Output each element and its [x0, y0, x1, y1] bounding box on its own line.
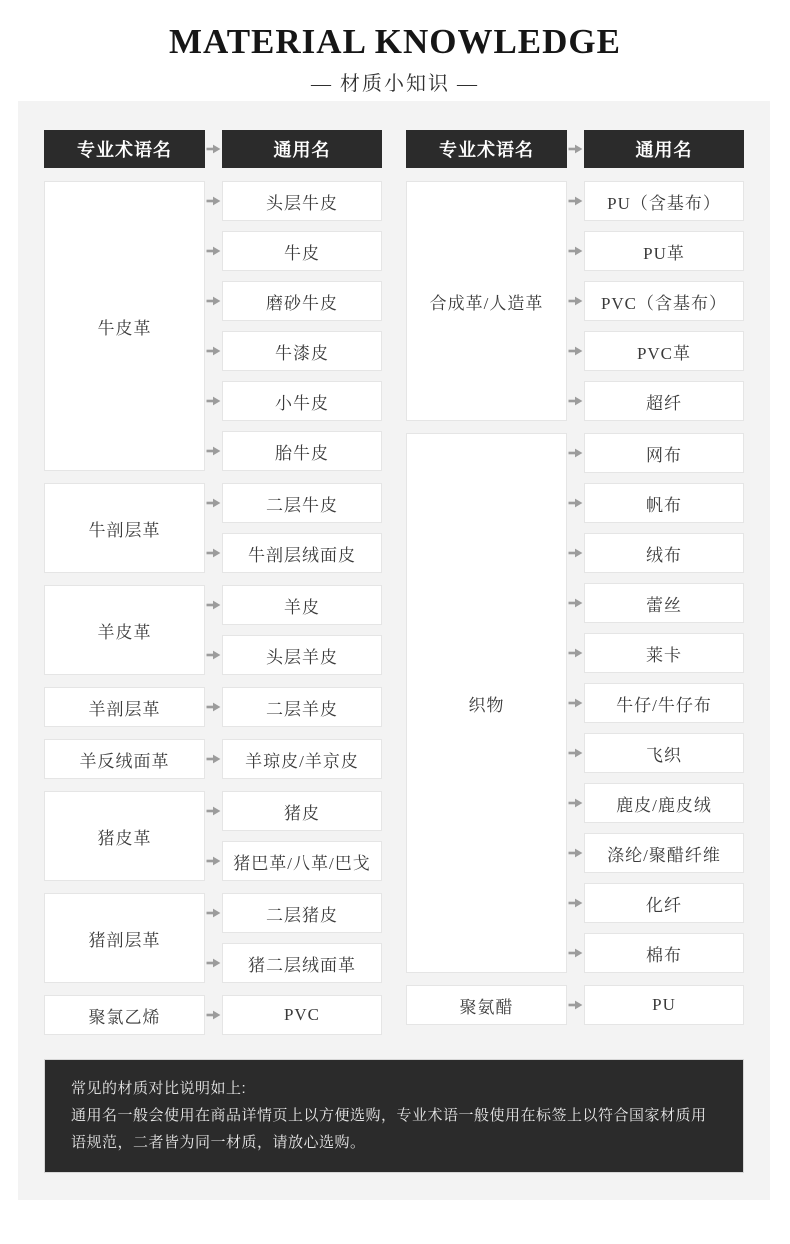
title-block	[0, 0, 790, 101]
name-row	[205, 231, 382, 271]
common-name-cell: 猪巴革/八革/巴戈	[222, 841, 382, 881]
common-name-cell: 二层牛皮	[222, 483, 382, 523]
name-row	[567, 985, 744, 1025]
arrow-icon	[567, 346, 584, 356]
arrow-icon	[567, 748, 584, 758]
name-row	[567, 933, 744, 973]
common-name-cell: PU（含基布）	[584, 181, 744, 221]
name-row	[567, 181, 744, 221]
name-row	[567, 331, 744, 371]
common-name-cell: 二层猪皮	[222, 893, 382, 933]
arrow-icon	[567, 548, 584, 558]
arrow-icon	[205, 650, 222, 660]
common-name-cell: PVC	[222, 995, 382, 1035]
name-row	[205, 995, 382, 1035]
name-row	[567, 381, 744, 421]
arrow-icon	[205, 296, 222, 306]
name-row	[205, 381, 382, 421]
header-arrow-icon	[205, 144, 222, 154]
common-names	[205, 995, 382, 1035]
arrow-icon	[567, 296, 584, 306]
term-column-header: 专业术语名	[44, 130, 205, 168]
common-name-cell: 磨砂牛皮	[222, 281, 382, 321]
common-name-cell: 鹿皮/鹿皮绒	[584, 783, 744, 823]
arrow-icon	[205, 702, 222, 712]
material-mapping-panel	[18, 101, 770, 1200]
term-cell: 羊皮革	[44, 585, 205, 675]
name-row	[567, 883, 744, 923]
common-names	[205, 893, 382, 983]
common-name-cell: 化纤	[584, 883, 744, 923]
term-group	[44, 585, 382, 675]
pair-header	[44, 130, 382, 168]
common-name-cell: 头层羊皮	[222, 635, 382, 675]
term-cell: 羊剖层革	[44, 687, 205, 727]
common-name-cell: PU	[584, 985, 744, 1025]
term-group	[44, 893, 382, 983]
common-names	[205, 791, 382, 881]
term-group	[406, 985, 744, 1025]
term-cell: 羊反绒面革	[44, 739, 205, 779]
name-row	[205, 181, 382, 221]
arrow-icon	[205, 196, 222, 206]
arrow-icon	[567, 798, 584, 808]
name-row	[205, 635, 382, 675]
name-row	[205, 331, 382, 371]
term-cell: 织物	[406, 433, 567, 973]
page-title: MATERIAL KNOWLEDGE	[169, 22, 621, 61]
arrow-icon	[205, 754, 222, 764]
name-row	[567, 833, 744, 873]
mapping-columns	[44, 130, 744, 1035]
common-name-cell: 羊琼皮/羊京皮	[222, 739, 382, 779]
common-column-header: 通用名	[222, 130, 382, 168]
common-names	[205, 687, 382, 727]
name-row	[205, 687, 382, 727]
common-names	[205, 483, 382, 573]
arrow-icon	[567, 948, 584, 958]
common-name-cell: 帆布	[584, 483, 744, 523]
term-group	[44, 687, 382, 727]
term-group	[44, 791, 382, 881]
mapping-pair-2	[406, 130, 744, 1025]
common-name-cell: PVC革	[584, 331, 744, 371]
arrow-icon	[567, 396, 584, 406]
arrow-icon	[567, 698, 584, 708]
arrow-icon	[205, 958, 222, 968]
common-names	[205, 181, 382, 471]
common-name-cell: PU革	[584, 231, 744, 271]
common-name-cell: 涤纶/聚醋纤维	[584, 833, 744, 873]
name-row	[567, 483, 744, 523]
name-row	[567, 533, 744, 573]
common-name-cell: 猪皮	[222, 791, 382, 831]
term-group	[406, 433, 744, 973]
name-row	[205, 533, 382, 573]
common-name-cell: 棉布	[584, 933, 744, 973]
common-name-cell: 莱卡	[584, 633, 744, 673]
arrow-icon	[567, 246, 584, 256]
pair-header	[406, 130, 744, 168]
term-cell: 聚氯乙烯	[44, 995, 205, 1035]
common-name-cell: 网布	[584, 433, 744, 473]
arrow-icon	[567, 648, 584, 658]
common-name-cell: 牛皮	[222, 231, 382, 271]
name-row	[567, 433, 744, 473]
arrow-icon	[567, 1000, 584, 1010]
common-name-cell: PVC（含基布）	[584, 281, 744, 321]
arrow-icon	[205, 856, 222, 866]
term-group	[406, 181, 744, 421]
arrow-icon	[567, 448, 584, 458]
name-row	[205, 791, 382, 831]
page-subtitle: — 材质小知识 —	[311, 73, 479, 96]
term-cell: 合成革/人造革	[406, 181, 567, 421]
name-row	[567, 683, 744, 723]
common-names	[567, 433, 744, 973]
notice-line1: 常见的材质对比说明如上:	[71, 1080, 247, 1097]
mapping-pair-1	[44, 130, 382, 1035]
common-name-cell: 胎牛皮	[222, 431, 382, 471]
common-column-header: 通用名	[584, 130, 744, 168]
arrow-icon	[205, 1010, 222, 1020]
name-row	[567, 583, 744, 623]
arrow-icon	[205, 246, 222, 256]
common-name-cell: 牛剖层绒面皮	[222, 533, 382, 573]
term-group	[44, 483, 382, 573]
common-name-cell: 羊皮	[222, 585, 382, 625]
arrow-icon	[205, 498, 222, 508]
notice-line2: 通用名一般会使用在商品详情页上以方便选购，专业术语一般使用在标签上以符合国家材质用语规范，二者皆为同一材质，请放心选购。	[71, 1107, 707, 1151]
common-name-cell: 猪二层绒面革	[222, 943, 382, 983]
common-name-cell: 牛仔/牛仔布	[584, 683, 744, 723]
arrow-icon	[205, 806, 222, 816]
name-row	[205, 281, 382, 321]
arrow-icon	[567, 598, 584, 608]
term-column-header: 专业术语名	[406, 130, 567, 168]
term-cell: 聚氨醋	[406, 985, 567, 1025]
common-name-cell: 超纤	[584, 381, 744, 421]
term-cell: 牛皮革	[44, 181, 205, 471]
common-name-cell: 小牛皮	[222, 381, 382, 421]
name-row	[567, 633, 744, 673]
arrow-icon	[567, 498, 584, 508]
common-names	[567, 181, 744, 421]
name-row	[205, 943, 382, 983]
name-row	[205, 739, 382, 779]
term-cell: 猪剖层革	[44, 893, 205, 983]
name-row	[567, 231, 744, 271]
name-row	[205, 431, 382, 471]
term-group	[44, 739, 382, 779]
term-cell: 猪皮革	[44, 791, 205, 881]
arrow-icon	[567, 848, 584, 858]
arrow-icon	[567, 196, 584, 206]
common-name-cell: 头层牛皮	[222, 181, 382, 221]
arrow-icon	[205, 548, 222, 558]
common-names	[205, 739, 382, 779]
common-names	[567, 985, 744, 1025]
header-arrow-icon	[567, 144, 584, 154]
arrow-icon	[205, 346, 222, 356]
common-name-cell: 飞织	[584, 733, 744, 773]
arrow-icon	[205, 396, 222, 406]
arrow-icon	[567, 898, 584, 908]
common-name-cell: 绒布	[584, 533, 744, 573]
arrow-icon	[205, 908, 222, 918]
name-row	[205, 893, 382, 933]
common-names	[205, 585, 382, 675]
name-row	[567, 783, 744, 823]
term-group	[44, 995, 382, 1035]
term-group	[44, 181, 382, 471]
notice-box	[44, 1059, 744, 1173]
common-name-cell: 二层羊皮	[222, 687, 382, 727]
name-row	[567, 281, 744, 321]
arrow-icon	[205, 446, 222, 456]
common-name-cell: 蕾丝	[584, 583, 744, 623]
term-cell: 牛剖层革	[44, 483, 205, 573]
name-row	[205, 483, 382, 523]
common-name-cell: 牛漆皮	[222, 331, 382, 371]
arrow-icon	[205, 600, 222, 610]
name-row	[205, 841, 382, 881]
name-row	[205, 585, 382, 625]
name-row	[567, 733, 744, 773]
